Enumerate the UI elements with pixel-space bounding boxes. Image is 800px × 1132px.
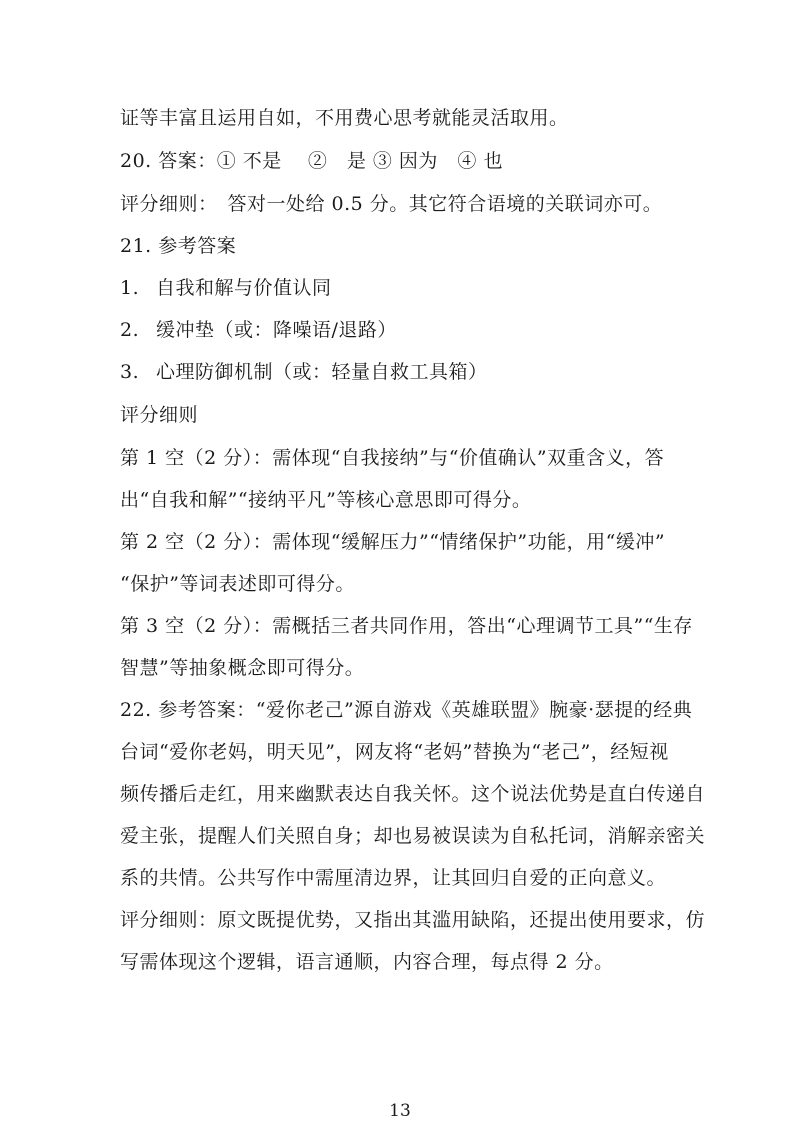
list-number: 2.	[120, 319, 140, 341]
page-number: 13	[389, 1101, 411, 1121]
text-line: 爱主张，提醒人们关照自身；却也易被误读为自私托词，消解亲密关	[120, 825, 706, 847]
text-line: 出“自我和解”“接纳平凡”等核心意思即可得分。	[120, 489, 532, 511]
answer-20: 20. 答案：① 不是 ② 是 ③ 因为 ④ 也	[120, 150, 503, 172]
list-number: 1.	[120, 277, 140, 299]
text-line: 第 1 空（2 分）：需体现“自我接纳”与“价值确认”双重含义，答	[120, 447, 665, 469]
scoring-heading: 评分细则	[120, 404, 199, 426]
text-line: 台词“爱你老妈，明天见”，网友将“老妈”替换为“老己”，经短视	[120, 741, 669, 763]
list-text: 自我和解与价值认同	[156, 277, 332, 299]
text-line: 第 2 空（2 分）：需体现“缓解压力”“情绪保护”功能，用“缓冲”	[120, 531, 666, 553]
text-line: 第 3 空（2 分）：需概括三者共同作用，答出“心理调节工具”“生存	[120, 615, 693, 637]
list-item	[120, 318, 397, 342]
list-item	[120, 360, 488, 384]
list-item	[120, 276, 332, 300]
answer-22: 22. 参考答案：“爱你老己”源自游戏《英雄联盟》腕豪·瑟提的经典	[120, 699, 693, 721]
heading-21: 21. 参考答案	[120, 235, 237, 257]
text-line: 智慧”等抽象概念即可得分。	[120, 657, 365, 679]
text-line: “保护”等词表述即可得分。	[120, 573, 355, 595]
text-line: 证等丰富且运用自如，不用费心思考就能灵活取用。	[120, 107, 569, 129]
list-text: 缓冲垫（或：降噪语/退路）	[156, 319, 397, 341]
list-number: 3.	[120, 361, 140, 383]
text-line: 写需体现这个逻辑，语言通顺，内容合理，每点得 2 分。	[120, 951, 614, 973]
list-text: 心理防御机制（或：轻量自救工具箱）	[156, 361, 488, 383]
text-line: 系的共情。公共写作中需厘清边界，让其回归自爱的正向意义。	[120, 867, 667, 889]
text-line: 评分细则：原文既提优势，又指出其滥用缺陷，还提出使用要求，仿	[120, 909, 706, 931]
scoring-rule-20: 评分细则： 答对一处给 0.5 分。其它符合语境的关联词亦可。	[120, 193, 663, 215]
text-line: 频传播后走红，用来幽默表达自我关怀。这个说法优势是直白传递自	[120, 783, 706, 805]
